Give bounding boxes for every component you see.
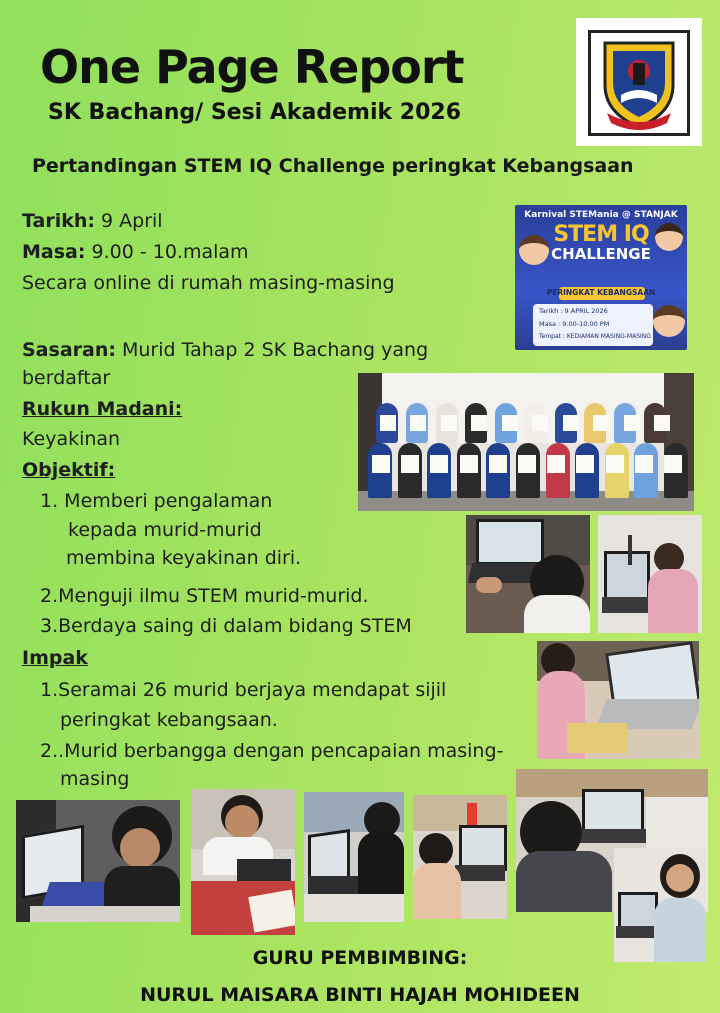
mode-text: Secara online di rumah masing-masing [22, 272, 395, 294]
list-text: Memberi pengalaman [58, 490, 273, 512]
time-label: Masa: [22, 241, 86, 263]
date-row [22, 209, 163, 234]
photo-student-writing [537, 641, 699, 759]
school-crest-icon [591, 33, 687, 133]
photo-student-laptop-8 [413, 795, 507, 919]
objektif-item-1-line2: kepada murid-murid [68, 519, 262, 541]
list-number: 1. [40, 679, 59, 701]
list-text: Menguji ilmu STEM murid-murid. [58, 585, 369, 607]
poster-date: Tarikh : 9 APRIL 2026 [539, 307, 608, 315]
list-text: Seramai 26 murid berjaya mendapat sijil [58, 679, 447, 701]
target-value: Murid Tahap 2 SK Bachang yang [115, 339, 429, 361]
impak-item-2-line2: masing [60, 768, 130, 790]
list-text: Berdaya saing di dalam bidang STEM [58, 615, 412, 637]
target-value-cont: berdaftar [22, 367, 111, 389]
guru-pembimbing-name: NURUL MAISARA BINTI HAJAH MOHIDEEN [140, 984, 580, 1006]
objektif-item-3 [40, 614, 412, 639]
list-number: 2. [40, 740, 59, 762]
poster-level: PERINGKAT KEBANGSAAN [546, 288, 656, 297]
objektif-item-1-line3: membina keyakinan diri. [66, 547, 302, 569]
objektif-item-1 [40, 489, 272, 514]
poster-time: Masa : 9.00-10.00 PM [539, 320, 610, 328]
photo-student-laptop-5 [16, 800, 180, 922]
date-label: Tarikh: [22, 210, 95, 232]
objektif-item-2 [40, 584, 369, 609]
school-logo [576, 18, 702, 146]
time-value: 9.00 - 10.malam [85, 241, 249, 263]
impak-item-1-line2: peringkat kebangsaan. [60, 709, 278, 731]
impak-label: Impak [22, 647, 88, 669]
photo-student-laptop-2 [598, 515, 702, 633]
photo-student-laptop-4 [614, 848, 706, 962]
impak-item-1 [40, 678, 446, 703]
event-title: Pertandingan STEM IQ Challenge peringkat Kebangsaan [32, 155, 634, 177]
page-subtitle: SK Bachang/ Sesi Akademik 2026 [48, 100, 462, 125]
photo-student-laptop-7 [304, 792, 404, 922]
guru-pembimbing-label: GURU PEMBIMBING: [252, 947, 468, 969]
impak-item-2 [40, 739, 503, 764]
list-text: .Murid berbangga dengan pencapaian masing- [58, 740, 504, 762]
group-photo [358, 373, 694, 511]
target-label: Sasaran: [22, 339, 116, 361]
objektif-label: Objektif: [22, 459, 116, 481]
page-title: One Page Report [40, 40, 464, 94]
list-number: 1. [40, 490, 59, 512]
photo-student-laptop-1 [466, 515, 590, 633]
list-number: 2. [40, 585, 59, 607]
event-poster [515, 205, 687, 350]
target-row [22, 338, 428, 363]
list-number: 3. [40, 615, 59, 637]
photo-student-laptop-6 [191, 789, 295, 935]
poster-brand-line2: CHALLENGE [551, 245, 651, 263]
rukun-label: Rukun Madani: [22, 398, 183, 420]
poster-place: Tempat : KEDIAMAN MASING-MASING [539, 333, 651, 340]
poster-brand-line1: STEM IQ [553, 222, 649, 247]
time-row [22, 240, 249, 265]
date-value: 9 April [94, 210, 163, 232]
poster-top-text: Karnival STEMania @ STANJAK [524, 210, 678, 220]
rukun-value: Keyakinan [22, 428, 121, 450]
